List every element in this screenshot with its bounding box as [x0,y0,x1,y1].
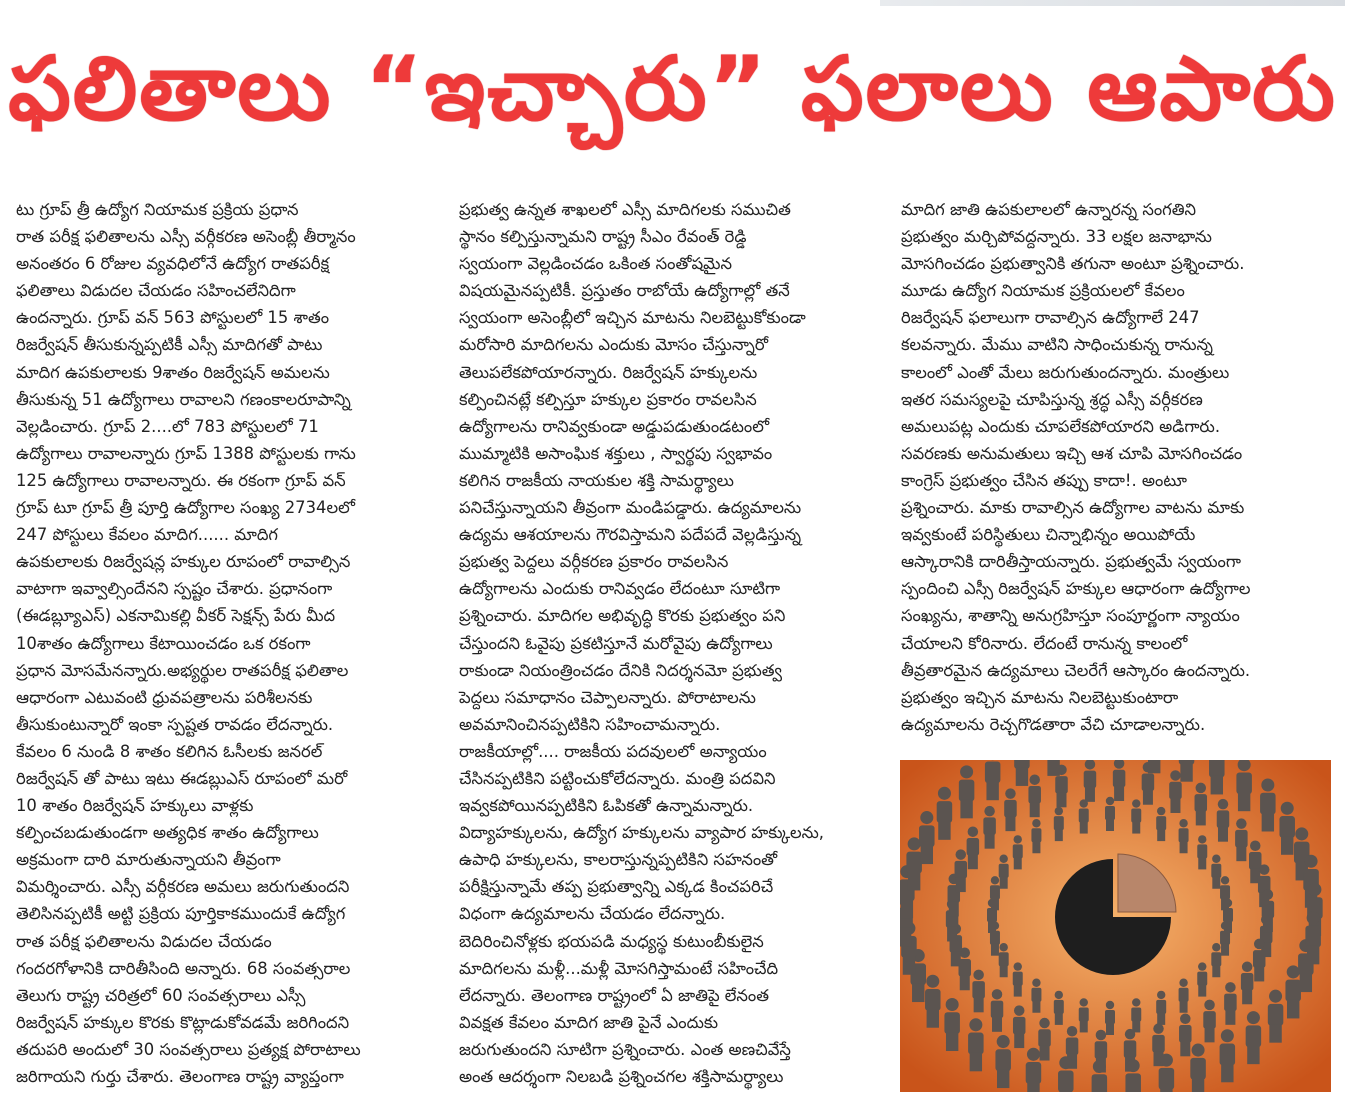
person-figure [1113,760,1126,801]
person-figure [983,806,996,849]
person-figure [1197,835,1207,869]
person-figure [1105,797,1115,831]
person-figure [990,876,1000,910]
person-figure [1209,760,1225,794]
person-figure [1258,864,1271,907]
column-text: మాదిగ జాతి ఉపకులాలలో ఉన్నారన్న సంగతిని ప్రభుత్వం మర్చిపోవద్దన్నారు. 33 లక్షల జనాభాను మోసగించడం ప్రభుత్వానికి తగునా అంటూ ప్రశ్నించారు. మూడు ఉద్యోగ నియామక ప్రక్రియలలో కేవలం రిజర్వేషన్ ఫలాలుగా రావాల్సిన ఉద్యోగాలే 247 కలవన్నారు. మేము వాటిని సాధించుకున్న రానున్న కాలంలో ఎంతో మేలు జరుగుతుందన్నారు. మంత్రులు ఇతర సమస్యలపై చూపిస్తున్న శ్రద్ధ ఎస్సీ వర్గీకరణ అమలుపట్ల ఎందుకు చూపలేకపోయారని అడిగారు. సవరణకు అనుమతులు ఇచ్చి ఆశ చూపి మోసగించడం కాంగ్రెస్ ప్రభుత్వం చేసిన తప్పు కాదా!. అంటూ ప్రశ్నించారు. మాకు రావాల్సిన ఉద్యోగాల వాటను మాకు ఇవ్వకుంటే పరిస్థితులు చిన్నాభిన్నం అయిపోయే ఆస్కారానికి దారితీస్తాయన్నారు. ప్రభుత్వమే స్వయంగా స్పందించి ఎస్సీ రిజర్వేషన్ హక్కుల ఆధారంగా ఉద్యోగాల సంఖ్యను, శాతాన్ని అనుగ్రహిస్తూ సంపూర్ణంగా న్యాయం చేయాలని కోరినారు. లేదంటే రానున్న కాలంలో తీవ్రతారమైన ఉద్యమాలు చెలరేగే ఆస్కారం ఉందన్నారు. ప్రభుత్వం ఇచ్చిన మాటను నిలబెట్టుకుంటారా ఉద్యమాలను రెచ్చగొడతారా వేచి చూడాలన్నారు. [901,200,1251,734]
person-figure [967,826,980,869]
person-figure [1190,1044,1206,1092]
person-figure [1105,1001,1115,1035]
person-figure [1004,788,1017,831]
person-figure [1241,962,1254,1005]
person-figure [937,787,953,840]
person-figure [1131,998,1141,1032]
person-figure [968,1018,984,1071]
person-figure [1211,943,1221,977]
person-figure [995,1035,1011,1088]
person-figure [1179,819,1189,853]
article-column-1 [16,196,438,1090]
person-figure [1054,991,1064,1025]
person-figure [1031,979,1041,1013]
person-figure [1203,1000,1216,1043]
person-figure [1079,799,1089,833]
headline: ఫలితాలు “ఇచ్చారు” ఫలాలు ఆపారు [8,37,1337,140]
person-figure [1224,982,1237,1025]
person-figure [1217,799,1230,842]
person-figure [1079,998,1089,1032]
person-figure [1013,962,1023,996]
person-figure [1038,1018,1051,1061]
person-figure [1159,1054,1175,1092]
person-figure [1046,760,1062,776]
person-figure [985,760,1001,800]
page-top-strip [880,0,1345,6]
person-figure [1156,807,1166,841]
person-figure [955,849,968,892]
person-figure [1131,799,1141,833]
person-figure [1026,1048,1042,1092]
person-figure [1268,990,1284,1043]
person-figure [1013,1005,1026,1048]
person-figure [999,855,1009,889]
person-figure [944,998,960,1051]
person-figure [1169,770,1182,813]
person-figure [1279,802,1295,855]
person-figure [1125,1059,1141,1092]
person-figure [1028,774,1041,817]
person-figure [1197,962,1207,996]
article-column-3 [901,196,1333,738]
person-figure [1146,760,1162,773]
person-figure [1156,991,1166,1025]
person-figure [1262,889,1275,932]
person-figure [1014,760,1029,786]
person-figure [1179,760,1195,782]
person-figure [999,943,1009,977]
person-figure [1220,876,1230,910]
person-figure [1054,807,1064,841]
person-figure [1260,778,1276,831]
person-figure [1092,1060,1108,1092]
person-figure [1305,911,1321,964]
person-figure [1246,1011,1262,1064]
person-figure [959,765,975,818]
person-figure [1236,760,1252,811]
person-figure [1179,979,1189,1013]
person-figure [925,975,941,1028]
person-figure [1195,783,1208,826]
person-figure [972,970,985,1013]
person-figure [1220,921,1230,955]
person-figure [1220,1029,1236,1082]
column-text: టు గ్రూప్ త్రీ ఉద్యోగ నియామక ప్రక్రియ ప్రధాన రాత పరీక్ష ఫలితాలను ఎస్సీ వర్గీకరణ అసెంబ్లీ తీర్మానం అనంతరం 6 రోజుల వ్యవధిలోనే ఉద్యోగ రాతపరీక్ష ఫలితాలు విడుదల చేయడం సహించలేనిదిగా ఉందన్నారు. గ్రూప్ వన్ 563 పోస్టులలో 15 శాతం రిజర్వేషన్ తీసుకున్నప్పటికీ ఎస్సీ మాదిగతో పాటు మాదిగ ఉపకులాలకు 9శాతం రిజర్వేషన్ అమలను తీసుకున్న 51 ఉద్యోగాలు రావాలని గణంకాలరూపాన్ని వెల్లడించారు. గ్రూప్ 2....లో 783 పోస్టులలో 71 ఉద్యోగాలు రావాలన్నారు గ్రూప్ 1388 పోస్టులకు గాను 125 ఉద్యోగాలు రావాలన్నారు. ఈ రకంగా గ్రూప్ వన్ గ్రూప్ టూ గ్రూప్ త్రీ పూర్తి ఉద్యోగాల సంఖ్య 2734లలో 247 పోస్టులు కేవలం మాదిగ...... మాదిగ ఉపకులాలకు రిజర్వేషన్ల హక్కుల రూపంలో రావాల్సిన వాటాగా ఇవ్వాల్సిందేనని స్పష్టం చేశారు. ప్రధానంగా (ఈడబ్ల్యూఎస్) ఎకనామికల్లి వీకర్ సెక్షన్స్ పేరు మీద 10శాతం ఉద్యోగాలు కేటాయించడం ఒక రకంగా ప్రధాన మోసమేనన్నారు.అభ్యర్థుల రాతపరీక్ష ఫలితాల ఆధారంగా ఎటువంటి ధ్రువపత్రాలను పరిశీలనకు తీసుకుంటున్నారో ఇంకా స్పష్టత రావడం లేదన్నారు. కేవలం 6 నుండి 8 శాతం కలిగిన ఓసీలకు జనరల్ రిజర్వేషన్ తో పాటు ఇటు ఈడబ్లుఎస్ రూపంలో మరో 10 శాతం రిజర్వేషన్ హక్కులు వాళ్లకు కల్పించబడుతుండగా అత్యధిక శాతం ఉద్యోగాలు అక్రమంగా దారి మారుతున్నాయని తీవ్రంగా విమర్శించారు. ఎస్సీ వర్గీకరణ అమలు జరుగుతుందని తెలిసినప్పటికీ అట్టి ప్రక్రియ పూర్తికాకముందుకే ఉద్యోగ రాత పరీక్ష ఫలితాలను విడుదల చేయడం గందరగోళానికి దారితీసింది అన్నారు. 68 సంవత్సరాల తెలుగు రాష్ట్ర చరిత్రలో 60 సంవత్సరాలు ఎస్సీ రిజర్వేషన్ హక్కుల కొరకు కొట్లాడుకోవడమే జరిగిందని తదుపరి అందులో 30 సంవత్సరాలు ప్రత్యక్ష పోరాటాలు జరిగాయని గుర్తు చేశారు. తెలంగాణ రాష్ట్ర వ్యాప్తంగా [16,200,361,1086]
person-figure [919,811,935,864]
person-figure [1211,855,1221,889]
person-figure [991,989,1004,1032]
person-figure [1058,1056,1074,1092]
column-text: ప్రభుత్వ ఉన్నత శాఖలలో ఎస్సీ మాదిగలకు సముచిత స్థానం కల్పిస్తున్నామని రాష్ట్ర సీఎం రేవంత్ రెడ్డి స్వయంగా వెల్లడించడం ఒకింత సంతోషమైన విషయమైనప్పటికీ. ప్రస్తుతం రాబోయే ఉద్యోగాల్లో తనే స్వయంగా అసెంబ్లీలో ఇచ్చిన మాటను నిలబెట్టుకోకుండా మరోసారి మాదిగలను ఎందుకు మోసం చేస్తున్నారో తెలుపలేకపోయారన్నారు. రిజర్వేషన్ హక్కులను కల్పించినట్లే కల్పిస్తూ హక్కుల ప్రకారం రావలసిన ఉద్యోగాలను రానివ్వకుండా అడ్డుపడుతుండటంలో ముమ్మాటికి అసాంఘిక శక్తులు , స్వార్థపు స్వభావం కలిగిన రాజకీయ నాయకుల శక్తి సామర్థ్యాలు పనిచేస్తున్నాయని తీవ్రంగా మండిపడ్డారు. ఉద్యమాలను ఉద్యమ ఆశయాలను గౌరవిస్తామని పదేపదే వెల్లడిస్తున్న ప్రభుత్వ పెద్దలు వర్గీకరణ ప్రకారం రావలసిన ఉద్యోగాలను ఎందుకు రానివ్వడం లేదంటూ సూటిగా ప్రశ్నించారు. మాదిగల అభివృద్ధి కొరకు ప్రభుత్వం పని చేస్తుందని ఓవైపు ప్రకటిస్తూనే మరోవైపు ఉద్యోగాలు రాకుండా నియంత్రించడం దేనికి నిదర్శనమో ప్రభుత్వ పెద్దలు సమాధానం చెప్పాలన్నారు. పోరాటాలను అవమానించినప్పటికిని సహించామన్నారు. రాజకీయాల్లో.... రాజకీయ పదవులలో అన్యాయం చేసినప్పటికిని పట్టించుకోలేదన్నారు. మంత్రి పదవిని ఇవ్వకపోయినప్పటికిని ఓపికతో ఉన్నామన్నారు. విద్యాహక్కులను, ఉద్యోగ హక్కులను వ్యాపార హక్కులను, ఉపాధి హక్కులను, కాలరాస్తున్నప్పటికిని సహనంతో పరీక్షిస్తున్నామే తప్ప ప్రభుత్వాన్ని ఎక్కడ కించపరిచే విధంగా ఉద్యమాలను చేయడం లేదన్నారు. బెదిరించినోళ్లకు భయపడి మధ్యస్థ కుటుంబీకులైన మాదిగలను మళ్లీ...మళ్లీ మోసగిస్తామంటే సహించేది లేదన్నారు. తెలంగాణ రాష్ట్రంలో ఏ జాతిపై లేనంత వివక్షత కేవలం మాదిగ జాతి పైనే ఎందుకు జరుగుతుందని సూటిగా ప్రశ్నించారు. ఎంత అణచివేస్తే అంత ఆదర్శంగా నిలబడి ప్రశ్నించగల శక్తిసామర్థ్యాలు [459,200,824,1086]
person-figure [1253,939,1266,982]
person-figure [1031,819,1041,853]
person-figure [1179,1014,1192,1057]
person-figure [1285,965,1301,1018]
person-figure [1013,835,1023,869]
person-figure [1235,818,1248,861]
person-figure [1084,760,1097,802]
article-column-2 [459,196,879,1090]
pie-chart-crowd-image [900,760,1331,1092]
